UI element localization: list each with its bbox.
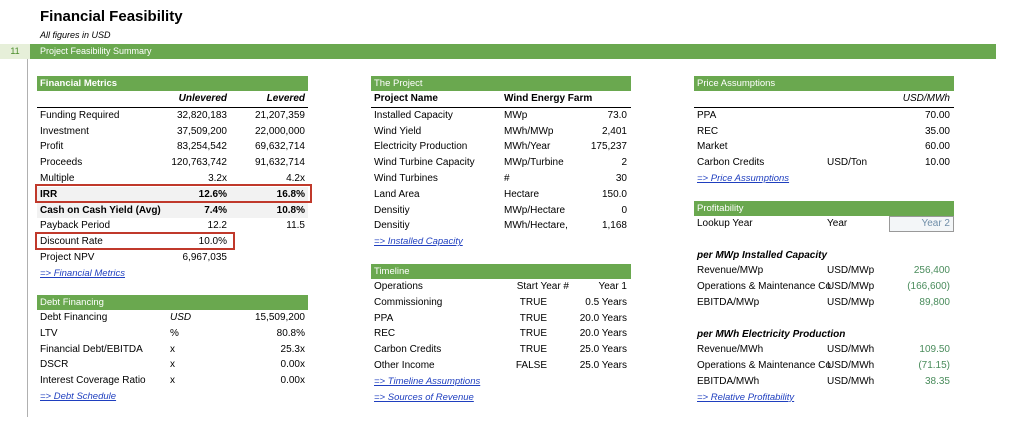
- table-row[interactable]: [371, 203, 631, 219]
- table-row[interactable]: [371, 358, 631, 374]
- project-unit: MWh/MWp: [504, 125, 554, 137]
- project-label: Installed Capacity: [374, 109, 453, 121]
- timeline-label: PPA: [374, 312, 394, 324]
- profit-value[interactable]: (166,600): [907, 281, 950, 293]
- timeline-value[interactable]: 0.5 Years: [585, 296, 627, 308]
- timeline-value[interactable]: 20.0 Years: [579, 312, 627, 324]
- project-unit: MWh/Year: [504, 141, 551, 153]
- timeline-label: REC: [374, 328, 396, 340]
- project-label: Densitiy: [374, 204, 410, 216]
- relative-profitability-link[interactable]: => Relative Profitability: [697, 391, 795, 403]
- financial-metrics-col-headers: [37, 91, 308, 108]
- timeline-assumptions-link[interactable]: => Timeline Assumptions: [374, 375, 481, 387]
- table-row[interactable]: [694, 342, 954, 358]
- project-value[interactable]: 0: [621, 204, 627, 216]
- discount-rate-highlight-box: [35, 232, 235, 250]
- timeline-header: Timeline: [371, 264, 631, 279]
- irr-highlight-box: [35, 184, 312, 203]
- table-row[interactable]: [694, 139, 954, 155]
- table-row[interactable]: [37, 124, 308, 140]
- metric-unlevered[interactable]: 12.6%: [198, 188, 227, 200]
- table-row[interactable]: [694, 374, 954, 390]
- the-project-header: The Project: [371, 76, 631, 91]
- timeline-flag[interactable]: Start Year #: [516, 281, 569, 292]
- project-unit: #: [504, 172, 510, 184]
- row-number[interactable]: 11: [0, 44, 30, 59]
- project-unit: MWh/Hectare,: [504, 220, 568, 232]
- debt-label: Debt Financing: [40, 312, 108, 323]
- col-unlevered: Unlevered: [178, 93, 227, 104]
- table-row[interactable]: [371, 108, 631, 124]
- profit-unit: USD/MWh: [827, 344, 875, 356]
- debt-value[interactable]: 15,509,200: [254, 312, 305, 323]
- project-value[interactable]: 2,401: [601, 125, 627, 137]
- profit-link-row: [694, 390, 954, 406]
- financial-metrics-header: Financial Metrics: [37, 76, 308, 91]
- price-col-headers: [694, 91, 954, 108]
- price-link-row: [694, 171, 954, 187]
- profit-unit: USD/MWp: [827, 281, 875, 293]
- timeline-value[interactable]: 20.0 Years: [579, 328, 627, 340]
- timeline-section: [371, 264, 631, 405]
- metric-label: Funding Required: [40, 109, 120, 121]
- profit-value[interactable]: (71.15): [918, 360, 950, 372]
- profit-label: Revenue/MWh: [697, 344, 764, 356]
- project-name-label: Project Name: [374, 93, 438, 104]
- timeline-label: Commissioning: [374, 296, 443, 308]
- debt-unit: x: [170, 375, 175, 387]
- table-row[interactable]: [371, 342, 631, 358]
- metric-label: Discount Rate: [40, 236, 103, 248]
- table-row[interactable]: [694, 295, 954, 311]
- debt-label: Financial Debt/EBITDA: [40, 343, 143, 355]
- project-label: Densitiy: [374, 220, 410, 232]
- metric-unlevered[interactable]: 120,763,742: [171, 157, 227, 169]
- project-label: Wind Turbine Capacity: [374, 157, 475, 169]
- price-label: Carbon Credits: [697, 157, 765, 169]
- timeline-value[interactable]: 25.0 Years: [579, 344, 627, 356]
- timeline-flag[interactable]: TRUE: [519, 312, 547, 324]
- table-row[interactable]: [371, 279, 631, 295]
- metric-label: Payback Period: [40, 220, 111, 232]
- section-bar: Project Feasibility Summary: [30, 44, 996, 59]
- lookup-year-label: Lookup Year: [697, 218, 753, 229]
- price-value[interactable]: 35.00: [924, 125, 950, 137]
- project-unit: Hectare: [504, 188, 540, 200]
- mwp-heading: per MWp Installed Capacity: [697, 249, 828, 261]
- metric-unlevered[interactable]: 37,509,200: [176, 125, 227, 137]
- profit-label: EBITDA/MWh: [697, 375, 760, 387]
- table-row[interactable]: [37, 139, 308, 155]
- metric-levered[interactable]: 16.8%: [276, 188, 305, 200]
- spacer-row: [694, 311, 954, 327]
- timeline-flag[interactable]: TRUE: [519, 296, 547, 308]
- metric-label: IRR: [40, 188, 58, 200]
- page-title: Financial Feasibility: [40, 8, 183, 25]
- metric-unlevered[interactable]: 10.0%: [198, 236, 227, 248]
- project-unit: MWp/Turbine: [504, 157, 564, 169]
- metric-levered[interactable]: 21,207,359: [254, 109, 305, 121]
- timeline-flag[interactable]: TRUE: [519, 328, 547, 340]
- profit-value[interactable]: 109.50: [919, 344, 950, 356]
- project-value[interactable]: 30: [615, 172, 627, 184]
- timeline-label: Other Income: [374, 359, 435, 371]
- timeline-flag[interactable]: FALSE: [515, 359, 547, 371]
- debt-value[interactable]: 25.3x: [280, 343, 305, 355]
- project-label: Electricity Production: [374, 141, 468, 153]
- debt-value[interactable]: 0.00x: [280, 375, 305, 387]
- table-row[interactable]: [37, 342, 308, 358]
- debt-unit: x: [170, 359, 175, 371]
- table-row[interactable]: [694, 263, 954, 279]
- col-levered: Levered: [266, 93, 305, 104]
- profit-value[interactable]: 89,800: [919, 296, 950, 308]
- financial-metrics-link[interactable]: => Financial Metrics: [40, 267, 126, 279]
- debt-unit: %: [170, 327, 179, 339]
- mwh-heading: per MWh Electricity Production: [697, 328, 846, 340]
- timeline-label: Carbon Credits: [374, 344, 442, 356]
- debt-label: Interest Coverage Ratio: [40, 375, 146, 387]
- metric-label: Cash on Cash Yield (Avg): [40, 204, 161, 216]
- price-value[interactable]: 10.00: [924, 157, 950, 169]
- metric-label: Project NPV: [40, 251, 95, 263]
- mwh-heading-row: [694, 327, 954, 343]
- price-label: PPA: [697, 109, 717, 121]
- table-row[interactable]: [694, 108, 954, 124]
- table-row[interactable]: [37, 373, 308, 389]
- table-row[interactable]: [371, 124, 631, 140]
- profit-label: Operations & Maintenance Co: [697, 360, 831, 372]
- metric-unlevered[interactable]: 83,254,542: [176, 141, 227, 153]
- debt-label: LTV: [40, 327, 58, 339]
- the-project-section: [371, 76, 631, 250]
- timeline-value[interactable]: Year 1: [598, 281, 627, 292]
- table-row[interactable]: [371, 326, 631, 342]
- project-value[interactable]: 2: [621, 157, 627, 169]
- price-label: Market: [697, 141, 728, 153]
- table-row[interactable]: [694, 124, 954, 140]
- metric-levered[interactable]: 91,632,714: [254, 157, 305, 169]
- metric-unlevered[interactable]: 3.2x: [208, 172, 227, 184]
- profit-unit: USD/MWp: [827, 296, 875, 308]
- profit-unit: USD/MWp: [827, 265, 875, 277]
- debt-financing-header: Debt Financing: [37, 295, 308, 310]
- price-assumptions-section: [694, 76, 954, 187]
- metric-label: Profit: [40, 141, 64, 153]
- table-row[interactable]: [37, 108, 308, 124]
- profit-value[interactable]: 256,400: [913, 265, 950, 277]
- timeline-label: Operations: [374, 281, 423, 292]
- profitability-header: Profitability: [694, 201, 954, 216]
- price-label: REC: [697, 125, 719, 137]
- spacer-row: [694, 232, 954, 248]
- price-value[interactable]: 60.00: [924, 141, 950, 153]
- project-value[interactable]: 150.0: [601, 188, 627, 200]
- price-unit-header: USD/MWh: [902, 93, 950, 104]
- project-label: Wind Turbines: [374, 172, 438, 184]
- profit-unit: USD/MWh: [827, 375, 875, 387]
- profit-value[interactable]: 38.35: [924, 375, 950, 387]
- table-row[interactable]: [694, 358, 954, 374]
- outline-line: [27, 59, 28, 417]
- metric-levered[interactable]: 22,000,000: [254, 125, 305, 137]
- metric-unlevered[interactable]: 7.4%: [204, 204, 227, 216]
- project-unit: MWp/Hectare: [504, 204, 566, 216]
- debt-unit: x: [170, 343, 175, 355]
- table-row[interactable]: [371, 171, 631, 187]
- table-row[interactable]: [371, 187, 631, 203]
- project-value[interactable]: 175,237: [590, 141, 627, 153]
- debt-value[interactable]: 80.8%: [276, 327, 305, 339]
- table-row[interactable]: [371, 295, 631, 311]
- project-name-value[interactable]: Wind Energy Farm: [504, 93, 593, 104]
- project-unit: MWp: [504, 109, 528, 121]
- sources-of-revenue-link[interactable]: => Sources of Revenue: [374, 391, 474, 403]
- debt-financing-section: [37, 295, 308, 405]
- debt-unit: USD: [170, 312, 192, 323]
- timeline-link-row: [371, 374, 631, 390]
- table-row[interactable]: [371, 311, 631, 327]
- metric-label: Investment: [40, 125, 89, 137]
- table-row[interactable]: [371, 155, 631, 171]
- debt-schedule-link[interactable]: => Debt Schedule: [40, 390, 117, 402]
- profit-label: EBITDA/MWp: [697, 296, 760, 308]
- timeline-value[interactable]: 25.0 Years: [579, 359, 627, 371]
- profit-label: Operations & Maintenance Co: [697, 281, 831, 293]
- metric-levered[interactable]: 69,632,714: [254, 141, 305, 153]
- project-col-headers: [371, 91, 631, 108]
- table-row[interactable]: [371, 139, 631, 155]
- installed-capacity-link[interactable]: => Installed Capacity: [374, 236, 463, 248]
- debt-label: DSCR: [40, 359, 69, 371]
- project-label: Wind Yield: [374, 125, 422, 137]
- metric-unlevered[interactable]: 6,967,035: [182, 251, 227, 263]
- revenue-link-row: [371, 390, 631, 406]
- metric-label: Multiple: [40, 172, 75, 184]
- price-assumptions-link[interactable]: => Price Assumptions: [697, 172, 790, 184]
- table-row[interactable]: [37, 250, 308, 266]
- lookup-year-unit: Year: [827, 218, 848, 229]
- project-link-row: [371, 234, 631, 250]
- mwp-heading-row: [694, 248, 954, 264]
- project-value[interactable]: 1,168: [601, 220, 627, 232]
- table-row[interactable]: [371, 218, 631, 234]
- profit-label: Revenue/MWp: [697, 265, 764, 277]
- debt-value[interactable]: 0.00x: [280, 359, 305, 371]
- price-value[interactable]: 70.00: [924, 109, 950, 121]
- financial-metrics-link-row: [37, 266, 308, 282]
- metric-unlevered[interactable]: 32,820,183: [176, 109, 227, 121]
- project-value[interactable]: 73.0: [607, 109, 627, 121]
- table-row-cash-yield[interactable]: [37, 203, 308, 219]
- table-row[interactable]: [37, 155, 308, 171]
- page-subtitle: All figures in USD: [40, 30, 111, 40]
- price-assumptions-header: Price Assumptions: [694, 76, 954, 91]
- lookup-year-input[interactable]: Year 2: [889, 216, 954, 232]
- metric-levered[interactable]: 4.2x: [286, 172, 305, 184]
- profit-unit: USD/MWh: [827, 360, 875, 372]
- metric-unlevered[interactable]: 12.2: [207, 220, 227, 232]
- metric-levered[interactable]: 11.5: [286, 220, 305, 232]
- debt-link-row: [37, 389, 308, 405]
- project-label: Land Area: [374, 188, 420, 200]
- metric-levered[interactable]: 10.8%: [276, 204, 305, 216]
- timeline-flag[interactable]: TRUE: [519, 344, 547, 356]
- table-row[interactable]: [37, 357, 308, 373]
- table-row[interactable]: [694, 279, 954, 295]
- table-row[interactable]: [37, 310, 308, 326]
- metric-label: Proceeds: [40, 157, 83, 169]
- table-row[interactable]: [694, 155, 954, 171]
- table-row[interactable]: [37, 326, 308, 342]
- price-unit: USD/Ton: [827, 157, 868, 169]
- financial-metrics-section: [37, 76, 308, 282]
